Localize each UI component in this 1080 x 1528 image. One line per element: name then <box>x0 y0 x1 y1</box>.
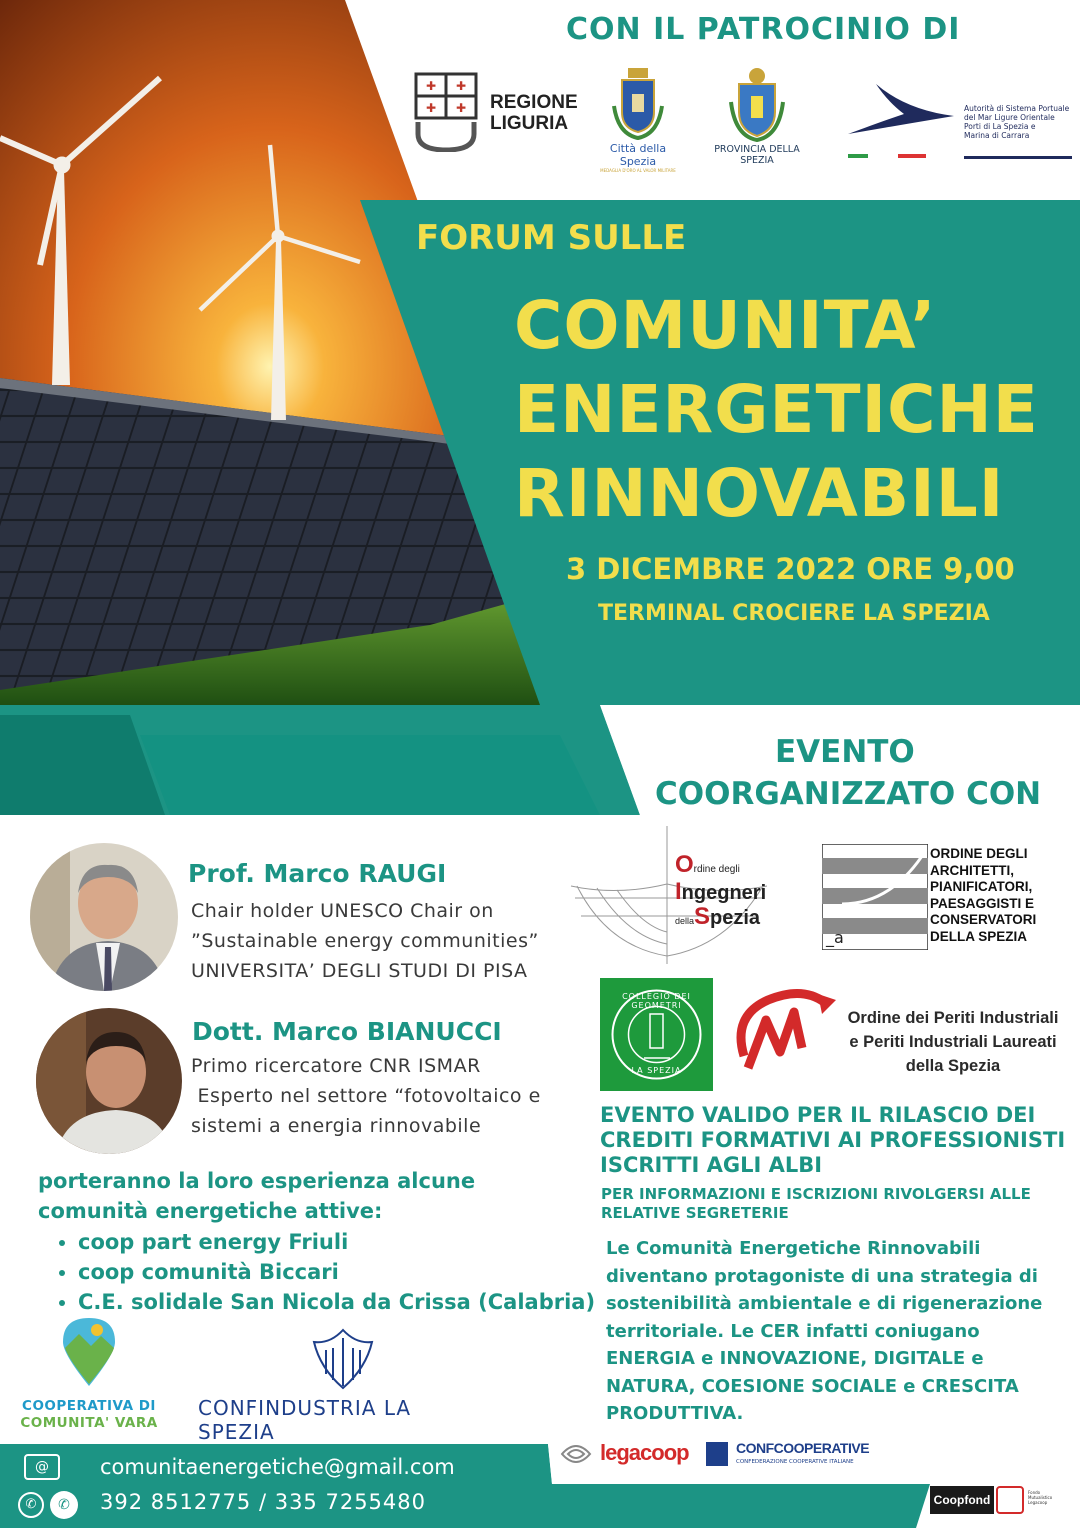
ingegneri-s: S <box>694 903 711 930</box>
autorita-wing-icon <box>846 80 958 160</box>
provincia-crest-icon <box>727 66 787 142</box>
coopfond-name: Coopfond <box>930 1486 994 1514</box>
architetti-line1: ORDINE DEGLI <box>930 846 1028 861</box>
email-icon: @ <box>24 1454 60 1480</box>
experience-title: porteranno la loro esperienza alcune comunità energetiche attive: <box>38 1169 476 1223</box>
autorita-line2: del Mar Ligure Orientale <box>964 113 1055 122</box>
coorganized-line1: EVENTO <box>775 734 915 770</box>
citta-crest-icon <box>608 66 668 142</box>
architetti-line3: PIANIFICATORI, <box>930 879 1033 894</box>
vara-line2: COMUNITA' VARA <box>20 1415 158 1431</box>
speaker-raugi-line3: UNIVERSITA’ DEGLI STUDI DI PISA <box>191 960 528 982</box>
autorita-line4: Marina di Carrara <box>964 131 1030 140</box>
community-item: • C.E. solidale San Nicola da Crissa (Calabria) <box>78 1287 595 1317</box>
geometri-bottom: LA SPEZIA <box>631 1066 682 1075</box>
autorita-portuale-logo <box>846 80 1074 164</box>
event-title-line1: COMUNITA’ <box>514 287 937 364</box>
coopfond-sub1: Fondo <box>1028 1490 1041 1495</box>
vara-line1: COOPERATIVA DI <box>22 1398 156 1414</box>
architetti-line2: ARCHITETTI, <box>930 862 1014 878</box>
autorita-underline <box>964 156 1072 159</box>
svg-text:✚: ✚ <box>425 79 437 93</box>
coopfond-mark-icon <box>996 1486 1024 1514</box>
geometri-top: COLLEGIO DEI GEOMETRI <box>622 992 691 1010</box>
speaker-raugi-name: Prof. Marco RAUGI <box>188 859 447 888</box>
community-list <box>48 1227 595 1317</box>
coopfond-logo <box>930 1486 1053 1516</box>
confcooperative-name: CONFCOOPERATIVE <box>736 1440 870 1456</box>
cooperativa-vara-logo <box>14 1314 164 1434</box>
citta-subtitle: MEDAGLIA D'ORO AL VALOR MILITARE <box>600 168 676 173</box>
architetti-line4: PAESAGGISTI E <box>930 895 1035 911</box>
confindustria-logo <box>196 1324 492 1444</box>
confindustria-name: CONFINDUSTRIA LA SPEZIA <box>198 1396 412 1444</box>
architetti-badge: _a <box>826 928 844 947</box>
patronage-title: CON IL PATROCINIO DI <box>566 12 961 47</box>
ordine-periti-logo <box>728 986 1068 1082</box>
community-item: • coop part energy Friuli <box>78 1227 595 1257</box>
regione-line1: REGIONE <box>490 92 578 113</box>
periti-mark-icon <box>728 986 838 1082</box>
vara-pin-icon <box>59 1314 119 1388</box>
cer-description: Le Comunità Energetiche Rinnovabili diventano protagoniste di una strategia di sostenibilità ambientale e di rigenerazione territoriale. Le CER infatti coniugano ENERGIA e INNOVAZIONE, DIGITALE e NATURA, COESIONE SOCIALE e CRESCITA PRODUTTIVA. <box>606 1238 1043 1424</box>
legacoop-name: legacoop <box>600 1440 689 1465</box>
periti-line1: Ordine dei Periti Industriali <box>847 1009 1059 1027</box>
event-title-line3: RINNOVABILI <box>514 455 1005 532</box>
speaker-bianucci-line3: sistemi a energia rinnovabile <box>191 1115 482 1137</box>
credits-title: EVENTO VALIDO PER IL RILASCIO DEI CREDITI FORMATIVI AI PROFESSIONISTI ISCRITTI AGLI ALBI <box>600 1103 1066 1177</box>
periti-line3: della Spezia <box>905 1057 1001 1075</box>
regione-liguria-logo <box>414 72 578 152</box>
citta-name: Città della Spezia <box>609 142 667 168</box>
coorganized-line2: COORGANIZZATO CON <box>655 776 1042 812</box>
speaker-bianucci-line2: Esperto nel settore “fotovoltaico e <box>191 1085 541 1107</box>
info-title: PER INFORMAZIONI E ISCRIZIONI RIVOLGERSI ALLE RELATIVE SEGRETERIE <box>601 1185 1031 1222</box>
event-title-line2: ENERGETICHE <box>514 371 1039 448</box>
svg-text:✚: ✚ <box>455 101 467 115</box>
ingegneri-ordine: rdine degli <box>693 864 740 875</box>
speaker-raugi-line1: Chair holder UNESCO Chair on <box>191 900 494 922</box>
event-place: TERMINAL CROCIERE LA SPEZIA <box>598 601 990 626</box>
architetti-line6: DELLA SPEZIA <box>930 928 1028 944</box>
speaker-raugi-line2: ”Sustainable energy communities” <box>191 930 539 952</box>
provincia-della-spezia-logo <box>698 66 816 166</box>
ingegneri-i: I <box>675 878 682 905</box>
regione-line2: LIGURIA <box>490 113 569 134</box>
whatsapp-icon: ✆ <box>50 1491 78 1519</box>
periti-line2: e Periti Industriali Laureati <box>849 1033 1057 1051</box>
autorita-line1: Autorità di Sistema Portuale <box>964 104 1070 113</box>
contact-email[interactable]: comunitaenergetiche@gmail.com <box>100 1455 455 1479</box>
citta-della-spezia-logo <box>592 66 684 173</box>
forum-intro: FORUM SULLE <box>416 218 687 258</box>
ingegneri-ngegneri: ngegneri <box>681 882 767 904</box>
confindustria-eagle-icon <box>306 1324 380 1392</box>
provincia-name: PROVINCIA DELLA SPEZIA <box>714 144 800 166</box>
contact-phone[interactable]: 392 8512775 / 335 7255480 <box>100 1490 426 1514</box>
coopfond-sub3: Legacoop <box>1028 1500 1048 1505</box>
speaker-bianucci-avatar <box>36 1008 182 1154</box>
event-date: 3 DICEMBRE 2022 ORE 9,00 <box>566 552 1015 586</box>
ingegneri-o: O <box>675 851 694 878</box>
speaker-raugi-avatar <box>30 843 178 991</box>
ordine-ingegneri-logo <box>567 826 777 964</box>
phone-icon: ✆ <box>18 1492 44 1518</box>
architetti-line5: CONSERVATORI <box>930 912 1037 927</box>
community-item: • coop comunità Biccari <box>78 1257 595 1287</box>
speaker-bianucci-name: Dott. Marco BIANUCCI <box>192 1017 502 1046</box>
autorita-line3: Porti di La Spezia e <box>964 122 1036 131</box>
collegio-geometri-logo <box>600 978 713 1091</box>
ingegneri-della: della <box>675 916 695 926</box>
confcooperative-sub: CONFEDERAZIONE COOPERATIVE ITALIANE <box>736 1459 854 1465</box>
coopfond-sub2: Mutualistico <box>1028 1495 1053 1500</box>
svg-text:✚: ✚ <box>455 79 467 93</box>
ordine-architetti-logo <box>822 844 1062 950</box>
svg-text:✚: ✚ <box>425 101 437 115</box>
ingegneri-pezia: pezia <box>710 907 761 929</box>
regione-liguria-emblem-icon <box>414 72 478 152</box>
speaker-bianucci-line1: Primo ricercatore CNR ISMAR <box>191 1055 481 1077</box>
